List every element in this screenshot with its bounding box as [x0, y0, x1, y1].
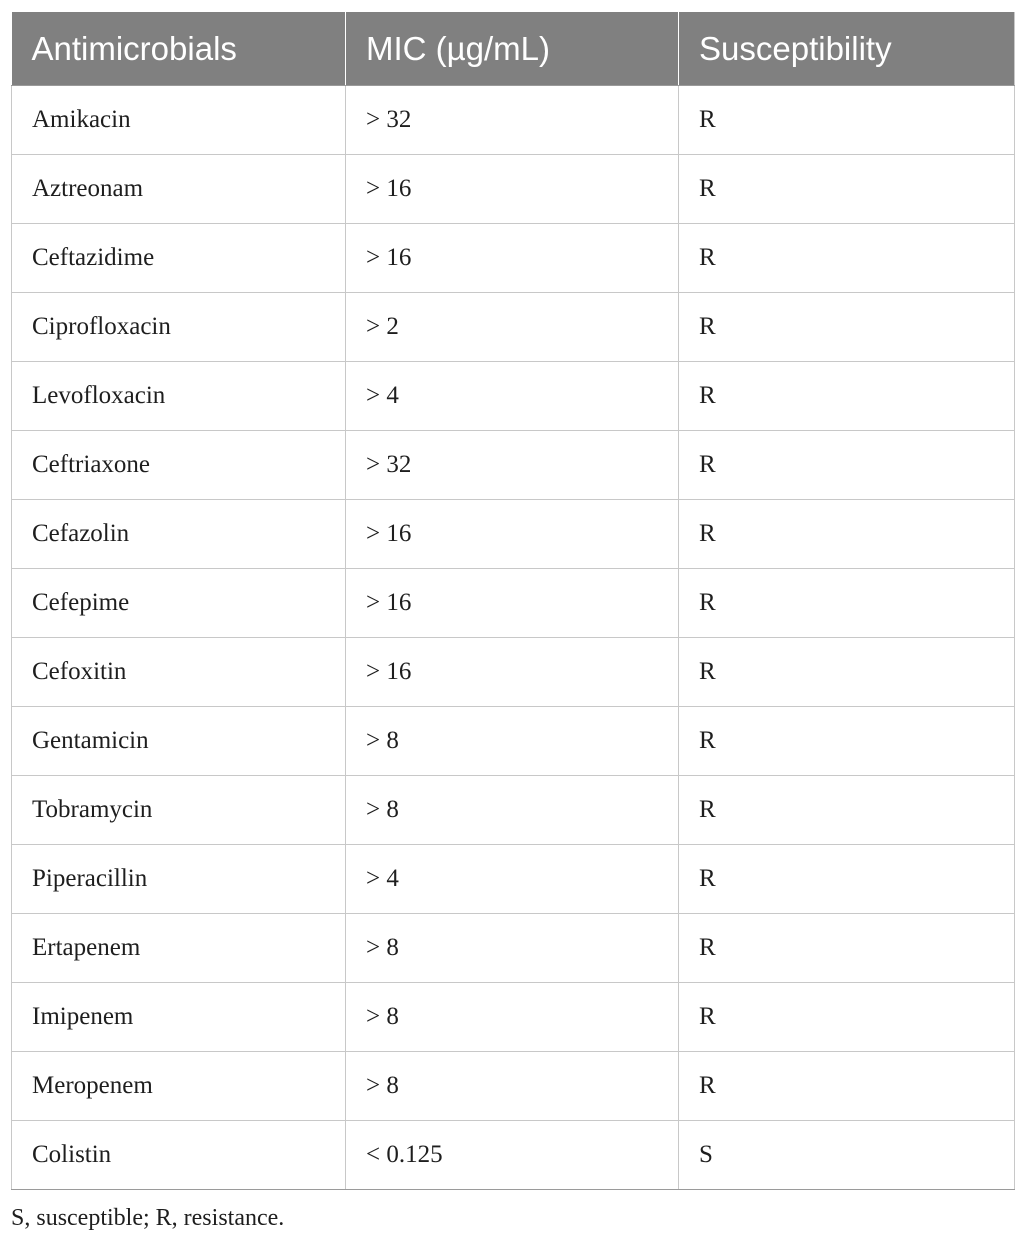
- cell-mic: > 16: [346, 155, 679, 224]
- table-footnote: S, susceptible; R, resistance.: [11, 1205, 285, 1231]
- table-row: [12, 155, 1015, 224]
- cell-susceptibility: R: [679, 638, 1015, 707]
- cell-mic: > 16: [346, 224, 679, 293]
- cell-susceptibility: R: [679, 431, 1015, 500]
- cell-antimicrobial: Ciprofloxacin: [12, 293, 346, 362]
- table-row: [12, 638, 1015, 707]
- susceptibility-table-container: [11, 12, 1014, 1190]
- cell-mic: > 8: [346, 776, 679, 845]
- cell-susceptibility: R: [679, 983, 1015, 1052]
- cell-susceptibility: S: [679, 1121, 1015, 1190]
- cell-mic: > 32: [346, 431, 679, 500]
- table-row: [12, 983, 1015, 1052]
- cell-mic: > 8: [346, 983, 679, 1052]
- header-mic: MIC (µg/mL): [346, 12, 679, 86]
- table-row: [12, 707, 1015, 776]
- cell-mic: > 4: [346, 362, 679, 431]
- table-body: [12, 86, 1015, 1190]
- cell-susceptibility: R: [679, 845, 1015, 914]
- table-row: [12, 1121, 1015, 1190]
- cell-susceptibility: R: [679, 224, 1015, 293]
- cell-antimicrobial: Piperacillin: [12, 845, 346, 914]
- cell-mic: > 16: [346, 500, 679, 569]
- cell-antimicrobial: Cefoxitin: [12, 638, 346, 707]
- table-row: [12, 845, 1015, 914]
- cell-antimicrobial: Ertapenem: [12, 914, 346, 983]
- cell-mic: > 16: [346, 569, 679, 638]
- cell-susceptibility: R: [679, 500, 1015, 569]
- cell-antimicrobial: Colistin: [12, 1121, 346, 1190]
- cell-antimicrobial: Meropenem: [12, 1052, 346, 1121]
- cell-antimicrobial: Tobramycin: [12, 776, 346, 845]
- cell-susceptibility: R: [679, 707, 1015, 776]
- table-row: [12, 431, 1015, 500]
- cell-mic: < 0.125: [346, 1121, 679, 1190]
- cell-mic: > 8: [346, 1052, 679, 1121]
- cell-mic: > 2: [346, 293, 679, 362]
- cell-mic: > 4: [346, 845, 679, 914]
- table-row: [12, 776, 1015, 845]
- cell-susceptibility: R: [679, 362, 1015, 431]
- table-row: [12, 362, 1015, 431]
- table-row: [12, 86, 1015, 155]
- table-row: [12, 293, 1015, 362]
- cell-antimicrobial: Cefazolin: [12, 500, 346, 569]
- cell-antimicrobial: Ceftriaxone: [12, 431, 346, 500]
- susceptibility-table: [11, 12, 1015, 1190]
- cell-susceptibility: R: [679, 293, 1015, 362]
- table-row: [12, 224, 1015, 293]
- cell-mic: > 32: [346, 86, 679, 155]
- cell-susceptibility: R: [679, 155, 1015, 224]
- cell-susceptibility: R: [679, 1052, 1015, 1121]
- cell-antimicrobial: Amikacin: [12, 86, 346, 155]
- table-row: [12, 569, 1015, 638]
- table-row: [12, 500, 1015, 569]
- cell-antimicrobial: Cefepime: [12, 569, 346, 638]
- cell-antimicrobial: Aztreonam: [12, 155, 346, 224]
- table-row: [12, 1052, 1015, 1121]
- cell-susceptibility: R: [679, 914, 1015, 983]
- header-susceptibility: Susceptibility: [679, 12, 1015, 86]
- table-row: [12, 914, 1015, 983]
- cell-antimicrobial: Imipenem: [12, 983, 346, 1052]
- cell-mic: > 8: [346, 914, 679, 983]
- cell-mic: > 16: [346, 638, 679, 707]
- cell-susceptibility: R: [679, 569, 1015, 638]
- table-header: [12, 12, 1015, 86]
- header-antimicrobials: Antimicrobials: [12, 12, 346, 86]
- header-row: [12, 12, 1015, 86]
- cell-susceptibility: R: [679, 86, 1015, 155]
- cell-antimicrobial: Ceftazidime: [12, 224, 346, 293]
- cell-mic: > 8: [346, 707, 679, 776]
- cell-antimicrobial: Gentamicin: [12, 707, 346, 776]
- cell-antimicrobial: Levofloxacin: [12, 362, 346, 431]
- cell-susceptibility: R: [679, 776, 1015, 845]
